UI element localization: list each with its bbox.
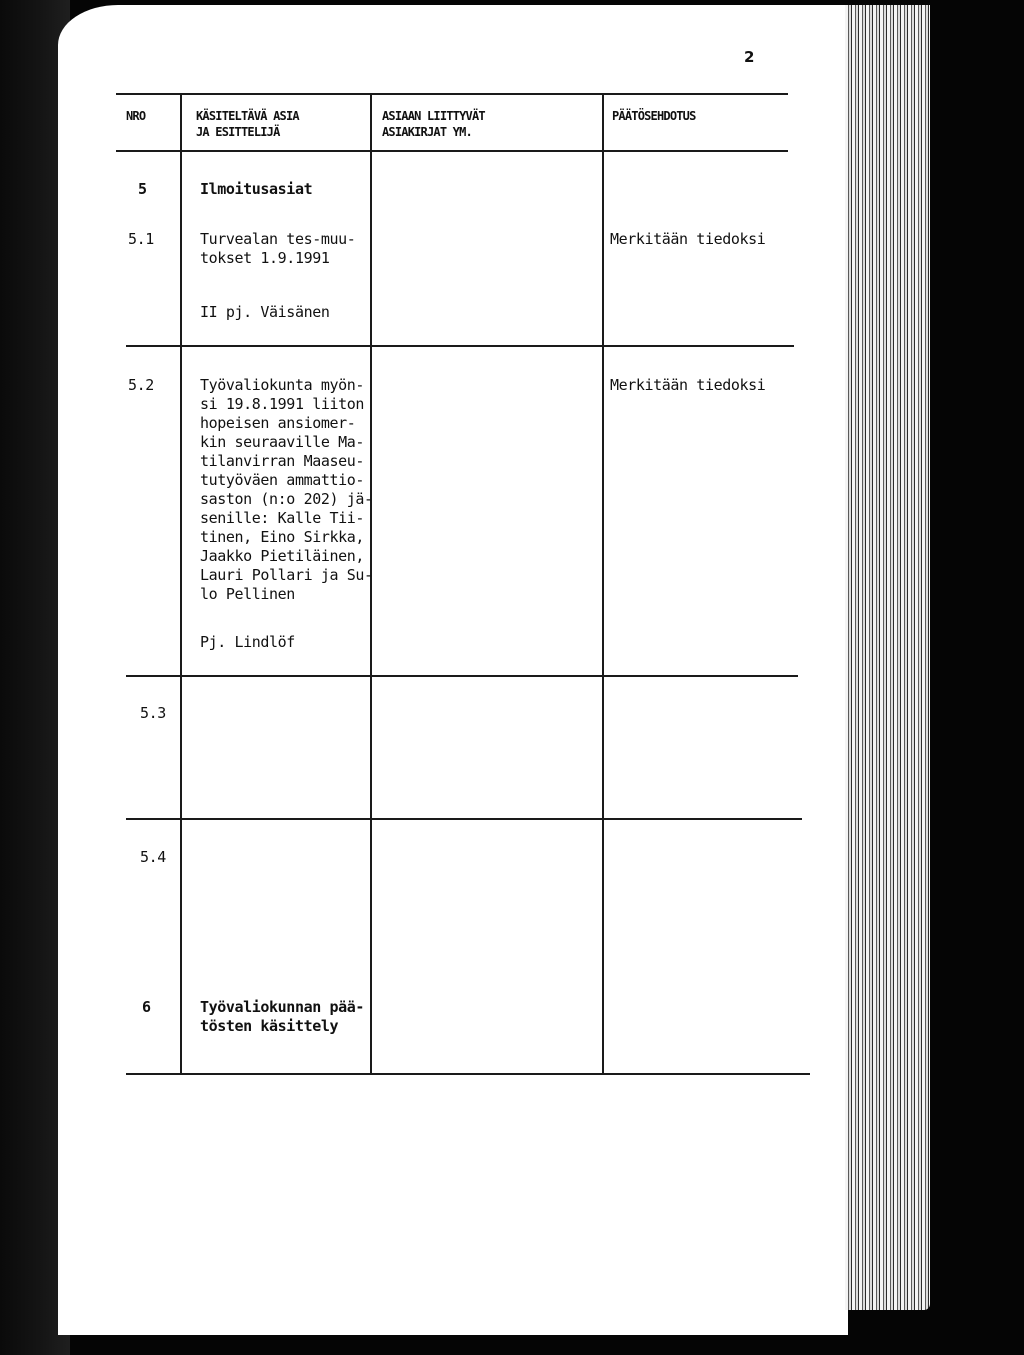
page-number: 2 (744, 48, 755, 66)
item-presenter: Pj. Lindlöf (200, 633, 295, 651)
item-title: tösten käsittely (200, 1017, 339, 1035)
item-text-line: Työvaliokunta myön- (200, 376, 364, 394)
header-asia-line1: KÄSITELTÄVÄ ASIA (196, 109, 299, 123)
header-nro: NRO (126, 109, 146, 123)
item-text-line: kin seuraaville Ma- (200, 433, 364, 451)
column-divider (602, 93, 604, 1073)
header-asia-line2: JA ESITTELIJÄ (196, 125, 280, 139)
item-text-line: lo Pellinen (200, 585, 295, 603)
paper-sheet (58, 5, 848, 1335)
column-divider (180, 93, 182, 1073)
item-text-line: tokset 1.9.1991 (200, 249, 330, 267)
row-number: 5 (138, 180, 147, 198)
item-text-line: si 19.8.1991 liiton (200, 395, 364, 413)
item-text-line: hopeisen ansiomer- (200, 414, 356, 432)
item-title: Ilmoitusasiat (200, 180, 313, 198)
row-divider (126, 818, 802, 820)
header-asiakirjat-line1: ASIAAN LIITTYVÄT (382, 109, 485, 123)
decision-proposal: Merkitään tiedoksi (610, 376, 766, 394)
header-paatosehdotus: PÄÄTÖSEHDOTUS (612, 109, 696, 123)
item-text-line: senille: Kalle Tii- (200, 509, 364, 527)
row-number: 5.2 (128, 376, 154, 394)
item-text-line: Jaakko Pietiläinen, (200, 547, 364, 565)
item-title: Työvaliokunnan pää- (200, 998, 364, 1016)
row-number: 5.4 (140, 848, 166, 866)
decision-proposal: Merkitään tiedoksi (610, 230, 766, 248)
row-number: 5.3 (140, 704, 166, 722)
scan-background (930, 0, 1024, 1355)
row-divider (126, 675, 798, 677)
item-text-line: saston (n:o 202) jä- (200, 490, 373, 508)
item-text-line: Lauri Pollari ja Su- (200, 566, 373, 584)
item-text-line: tutyöväen ammattio- (200, 471, 364, 489)
row-divider (126, 345, 794, 347)
row-number: 6 (142, 998, 151, 1016)
item-text-line: tilanvirran Maaseu- (200, 452, 364, 470)
row-number: 5.1 (128, 230, 154, 248)
item-text-line: Turvealan tes-muu- (200, 230, 356, 248)
header-asiakirjat-line2: ASIAKIRJAT YM. (382, 125, 472, 139)
table-top-rule (116, 93, 788, 95)
table-bottom-rule (126, 1073, 810, 1075)
header-bottom-rule (116, 150, 788, 152)
item-text-line: tinen, Eino Sirkka, (200, 528, 364, 546)
item-presenter: II pj. Väisänen (200, 303, 330, 321)
book-page-edges (845, 5, 930, 1310)
